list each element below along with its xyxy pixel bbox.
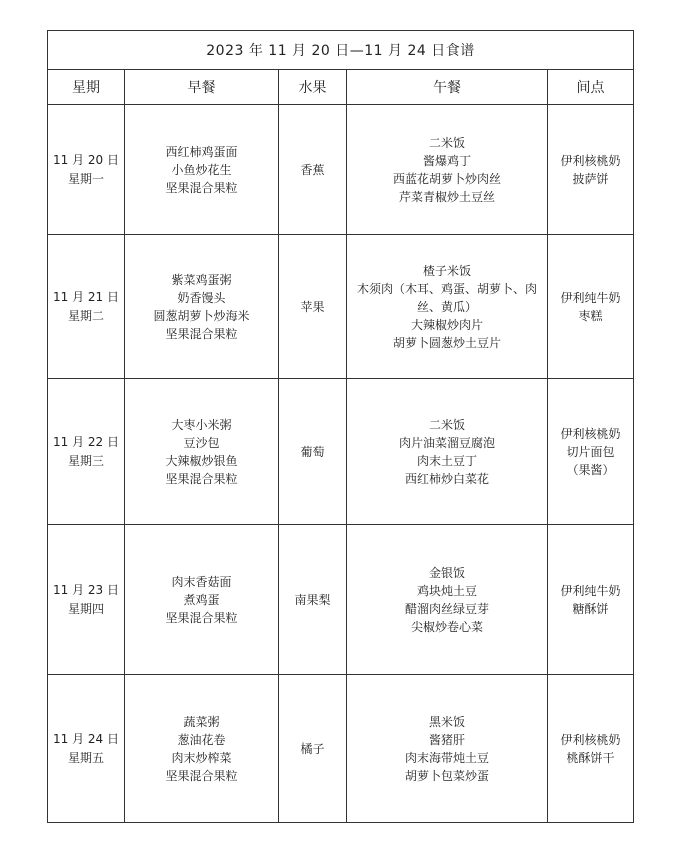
lunch-item: 黑米饭: [428, 714, 465, 729]
breakfast-item: 坚果混合果粒: [165, 180, 238, 195]
fruit-cell: 苹果: [279, 235, 347, 379]
snack-cell: [548, 235, 634, 379]
lunch-item: 胡萝卜圆葱炒土豆片: [392, 335, 501, 350]
lunch-item: 肉片油菜溜豆腐泡: [398, 435, 495, 450]
date-cell: [48, 675, 125, 823]
lunch-cell: [347, 379, 548, 525]
weekday-text: 星期一: [67, 171, 104, 186]
lunch-item: 西蓝花胡萝卜炒肉丝: [392, 171, 501, 186]
header-lunch: 午餐: [347, 70, 548, 105]
breakfast-item: 肉末炒榨菜: [171, 750, 232, 765]
lunch-cell: [347, 105, 548, 235]
lunch-item: 二米饭: [428, 417, 465, 432]
lunch-item: 西红柿炒白菜花: [404, 471, 489, 486]
breakfast-item: 奶香馒头: [177, 290, 226, 305]
date-text: 11 月 24 日: [53, 731, 119, 746]
weekday-text: 星期三: [67, 453, 104, 468]
lunch-cell: [347, 675, 548, 823]
header-row: [48, 70, 634, 105]
lunch-item: 芹菜青椒炒土豆丝: [398, 189, 495, 204]
lunch-item: 醋溜肉丝绿豆芽: [404, 601, 489, 616]
date-cell: [48, 525, 125, 675]
breakfast-item: 大枣小米粥: [171, 417, 232, 432]
fruit-cell: 葡萄: [279, 379, 347, 525]
fruit-cell: 橘子: [279, 675, 347, 823]
breakfast-item: 紫菜鸡蛋粥: [171, 272, 232, 287]
breakfast-item: 小鱼炒花生: [171, 162, 232, 177]
breakfast-item: 葱油花卷: [177, 732, 226, 747]
day-row-wednesday: [48, 379, 634, 525]
breakfast-item: 坚果混合果粒: [165, 326, 238, 341]
lunch-item: 鸡块炖土豆: [416, 583, 477, 598]
breakfast-item: 坚果混合果粒: [165, 471, 238, 486]
snack-item: 伊利核桃奶: [560, 153, 621, 168]
lunch-item: 肉末海带炖土豆: [404, 750, 489, 765]
breakfast-item: 肉末香菇面: [171, 574, 232, 589]
snack-item: 披萨饼: [572, 171, 609, 186]
lunch-item: 胡萝卜包菜炒蛋: [404, 768, 489, 783]
snack-cell: [548, 525, 634, 675]
lunch-item: 尖椒炒卷心菜: [410, 619, 483, 634]
breakfast-cell: [125, 379, 279, 525]
breakfast-item: 坚果混合果粒: [165, 768, 238, 783]
snack-item: 伊利核桃奶: [560, 426, 621, 441]
lunch-item: 楂子米饭: [422, 263, 471, 278]
snack-item: 糖酥饼: [572, 601, 609, 616]
snack-cell: [548, 379, 634, 525]
lunch-item: 大辣椒炒肉片: [410, 317, 483, 332]
lunch-cell: [347, 525, 548, 675]
snack-item: 枣糕: [578, 308, 603, 323]
header-snack: 间点: [548, 70, 634, 105]
breakfast-cell: [125, 105, 279, 235]
snack-item: （果酱）: [566, 462, 615, 477]
lunch-item: 酱爆鸡丁: [422, 153, 471, 168]
snack-cell: [548, 675, 634, 823]
weekday-text: 星期五: [67, 750, 104, 765]
breakfast-cell: [125, 525, 279, 675]
snack-cell: [548, 105, 634, 235]
snack-item: 伊利核桃奶: [560, 732, 621, 747]
snack-item: 切片面包: [566, 444, 615, 459]
weekday-text: 星期二: [67, 308, 104, 323]
breakfast-item: 西红柿鸡蛋面: [165, 144, 238, 159]
date-text: 11 月 21 日: [53, 289, 119, 304]
day-row-thursday: [48, 525, 634, 675]
breakfast-cell: [125, 235, 279, 379]
date-cell: [48, 235, 125, 379]
weekday-text: 星期四: [67, 601, 104, 616]
breakfast-item: 蔬菜粥: [183, 714, 220, 729]
fruit-cell: 南果梨: [279, 525, 347, 675]
breakfast-item: 圆葱胡萝卜炒海米: [153, 308, 250, 323]
fruit-cell: 香蕉: [279, 105, 347, 235]
breakfast-item: 煮鸡蛋: [183, 592, 220, 607]
date-text: 11 月 23 日: [53, 582, 119, 597]
lunch-item: 金银饭: [428, 565, 465, 580]
weekly-menu-table: [47, 30, 634, 823]
breakfast-item: 大辣椒炒银鱼: [165, 453, 238, 468]
header-day: 星期: [48, 70, 125, 105]
date-text: 11 月 22 日: [53, 434, 119, 449]
snack-item: 伊利纯牛奶: [560, 583, 621, 598]
lunch-cell: [347, 235, 548, 379]
snack-item: 桃酥饼干: [566, 750, 615, 765]
lunch-item: 二米饭: [428, 135, 465, 150]
breakfast-item: 坚果混合果粒: [165, 610, 238, 625]
lunch-item: 酱猪肝: [428, 732, 465, 747]
date-cell: [48, 379, 125, 525]
lunch-item: 肉末土豆丁: [416, 453, 477, 468]
header-breakfast: 早餐: [125, 70, 279, 105]
date-text: 11 月 20 日: [53, 152, 119, 167]
day-row-friday: [48, 675, 634, 823]
lunch-item: 木须肉（木耳、鸡蛋、胡萝卜、肉丝、黄瓜）: [356, 281, 537, 314]
breakfast-cell: [125, 675, 279, 823]
menu-title: 2023 年 11 月 20 日—11 月 24 日食谱: [48, 31, 634, 70]
breakfast-item: 豆沙包: [183, 435, 220, 450]
day-row-tuesday: [48, 235, 634, 379]
snack-item: 伊利纯牛奶: [560, 290, 621, 305]
day-row-monday: [48, 105, 634, 235]
date-cell: [48, 105, 125, 235]
header-fruit: 水果: [279, 70, 347, 105]
